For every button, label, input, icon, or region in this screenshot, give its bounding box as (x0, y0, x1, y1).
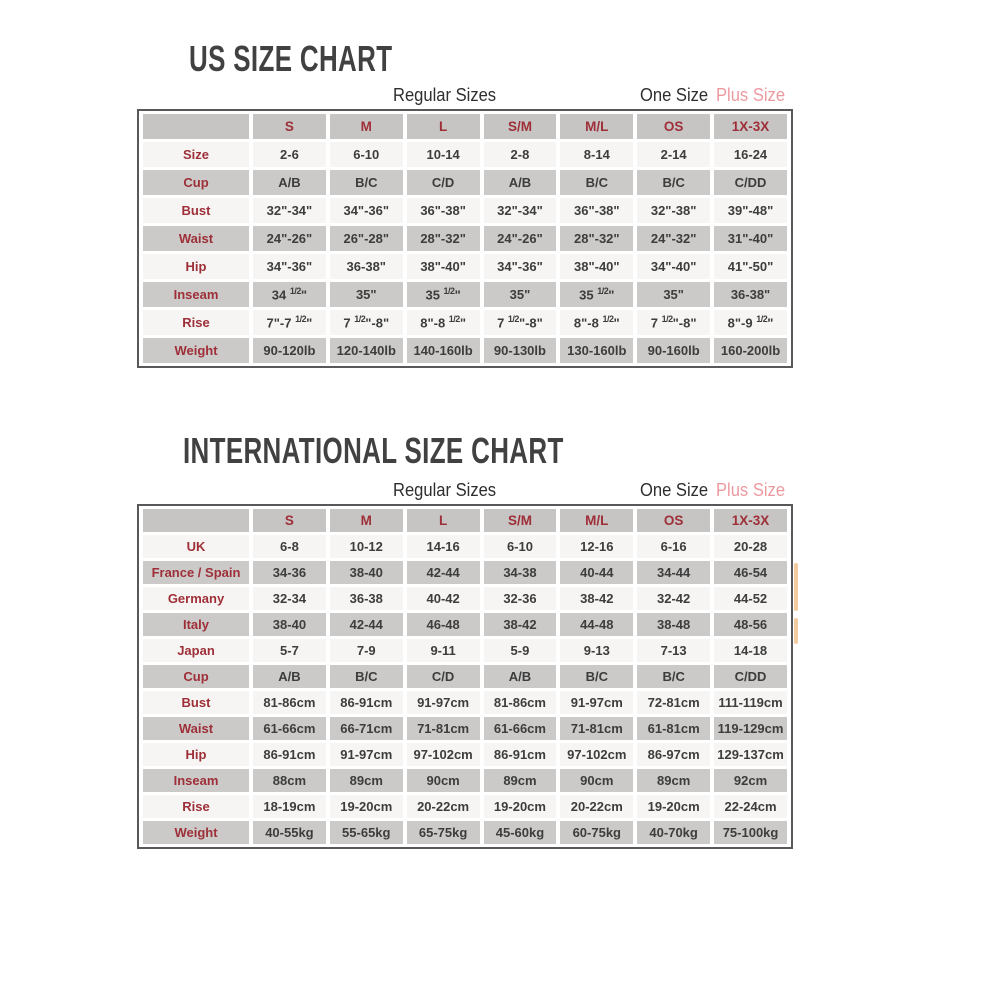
value-cell: 86-91cm (484, 743, 557, 766)
column-header: M/L (560, 114, 633, 139)
value-cell: 7 $^{1/2}$"-8" (330, 310, 403, 335)
value-cell: 90cm (407, 769, 480, 792)
table-row (143, 535, 787, 558)
table-row (143, 821, 787, 844)
value-cell: 35" (484, 282, 557, 307)
value-cell: 22-24cm (714, 795, 787, 818)
table-row (143, 587, 787, 610)
row-label: Germany (143, 587, 249, 610)
value-cell: 42-44 (407, 561, 480, 584)
edge-artifact (794, 618, 798, 644)
value-cell: 9-13 (560, 639, 633, 662)
value-cell: A/B (253, 665, 326, 688)
value-cell: 61-81cm (637, 717, 710, 740)
table-row (143, 254, 787, 279)
value-cell: B/C (330, 170, 403, 195)
value-cell: 90cm (560, 769, 633, 792)
value-cell: 34"-40" (637, 254, 710, 279)
value-cell: 6-10 (330, 142, 403, 167)
table-row (143, 561, 787, 584)
table-row (143, 665, 787, 688)
value-cell: 10-12 (330, 535, 403, 558)
value-cell: 90-130lb (484, 338, 557, 363)
value-cell: C/D (407, 665, 480, 688)
row-label: Weight (143, 821, 249, 844)
value-cell: 71-81cm (560, 717, 633, 740)
value-cell: 20-22cm (560, 795, 633, 818)
value-cell: 48-56 (714, 613, 787, 636)
value-cell: 10-14 (407, 142, 480, 167)
table-row (143, 795, 787, 818)
column-header: M/L (560, 509, 633, 532)
column-header: L (407, 509, 480, 532)
value-cell: 7 $^{1/2}$"-8" (637, 310, 710, 335)
value-cell: 35" (330, 282, 403, 307)
row-label: Inseam (143, 282, 249, 307)
value-cell: 32-42 (637, 587, 710, 610)
value-cell: 160-200lb (714, 338, 787, 363)
value-cell: 92cm (714, 769, 787, 792)
column-header: S (253, 114, 326, 139)
value-cell: 46-54 (714, 561, 787, 584)
value-cell: 5-7 (253, 639, 326, 662)
value-cell: 8-14 (560, 142, 633, 167)
value-cell: 66-71cm (330, 717, 403, 740)
value-cell: 91-97cm (330, 743, 403, 766)
value-cell: 20-28 (714, 535, 787, 558)
row-label: Rise (143, 795, 249, 818)
international-one-size-label: One Size (640, 480, 709, 500)
value-cell: 7"-7 $^{1/2}$" (253, 310, 326, 335)
value-cell: 32"-38" (637, 198, 710, 223)
value-cell: 28"-32" (407, 226, 480, 251)
value-cell: 34-38 (484, 561, 557, 584)
value-cell: 120-140lb (330, 338, 403, 363)
value-cell: B/C (560, 665, 633, 688)
value-cell: 9-11 (407, 639, 480, 662)
value-cell: 7 $^{1/2}$"-8" (484, 310, 557, 335)
value-cell: 7-9 (330, 639, 403, 662)
row-label: Hip (143, 743, 249, 766)
us-size-table-grid (137, 109, 793, 368)
value-cell: 35 $^{1/2}$" (560, 282, 633, 307)
row-label: Italy (143, 613, 249, 636)
row-label: Waist (143, 226, 249, 251)
value-cell: 2-8 (484, 142, 557, 167)
value-cell: 7-13 (637, 639, 710, 662)
value-cell: 81-86cm (484, 691, 557, 714)
row-label: Cup (143, 170, 249, 195)
value-cell: 35 $^{1/2}$" (407, 282, 480, 307)
value-cell: 20-22cm (407, 795, 480, 818)
row-label: UK (143, 535, 249, 558)
corner-cell (143, 509, 249, 532)
table-row (143, 613, 787, 636)
value-cell: 91-97cm (560, 691, 633, 714)
value-cell: 111-119cm (714, 691, 787, 714)
value-cell: 36-38" (714, 282, 787, 307)
row-label: Weight (143, 338, 249, 363)
row-label: Bust (143, 198, 249, 223)
international-regular-sizes-label: Regular Sizes (393, 480, 497, 500)
value-cell: 55-65kg (330, 821, 403, 844)
value-cell: 46-48 (407, 613, 480, 636)
value-cell: 97-102cm (560, 743, 633, 766)
value-cell: 130-160lb (560, 338, 633, 363)
value-cell: 119-129cm (714, 717, 787, 740)
value-cell: 40-55kg (253, 821, 326, 844)
value-cell: C/DD (714, 170, 787, 195)
value-cell: 36-38" (330, 254, 403, 279)
value-cell: 34-44 (637, 561, 710, 584)
value-cell: C/D (407, 170, 480, 195)
column-header: 1X-3X (714, 114, 787, 139)
value-cell: 35" (637, 282, 710, 307)
value-cell: C/DD (714, 665, 787, 688)
value-cell: 97-102cm (407, 743, 480, 766)
value-cell: 89cm (637, 769, 710, 792)
table-row (143, 639, 787, 662)
value-cell: 19-20cm (484, 795, 557, 818)
value-cell: 24"-26" (484, 226, 557, 251)
value-cell: 24"-32" (637, 226, 710, 251)
international-plus-size-label: Plus Size (716, 480, 786, 500)
corner-cell (143, 114, 249, 139)
column-header: S (253, 509, 326, 532)
value-cell: 34"-36" (330, 198, 403, 223)
column-header: M (330, 509, 403, 532)
value-cell: 89cm (330, 769, 403, 792)
value-cell: 32"-34" (253, 198, 326, 223)
value-cell: 12-16 (560, 535, 633, 558)
value-cell: 14-18 (714, 639, 787, 662)
value-cell: 86-91cm (253, 743, 326, 766)
value-cell: 38-42 (560, 587, 633, 610)
value-cell: 89cm (484, 769, 557, 792)
value-cell: 28"-32" (560, 226, 633, 251)
value-cell: 38-42 (484, 613, 557, 636)
value-cell: 42-44 (330, 613, 403, 636)
value-cell: 44-48 (560, 613, 633, 636)
us-group-labels (137, 85, 793, 107)
value-cell: 5-9 (484, 639, 557, 662)
us-regular-sizes-label: Regular Sizes (393, 85, 497, 105)
value-cell: 32-34 (253, 587, 326, 610)
value-cell: 6-8 (253, 535, 326, 558)
value-cell: A/B (484, 170, 557, 195)
value-cell: 38"-40" (407, 254, 480, 279)
value-cell: 2-14 (637, 142, 710, 167)
value-cell: 38-40 (330, 561, 403, 584)
row-label: Size (143, 142, 249, 167)
international-size-table (137, 504, 797, 849)
value-cell: 34"-36" (253, 254, 326, 279)
row-label: Japan (143, 639, 249, 662)
value-cell: 40-70kg (637, 821, 710, 844)
value-cell: 61-66cm (484, 717, 557, 740)
international-group-labels (137, 480, 793, 502)
value-cell: 8"-9 $^{1/2}$" (714, 310, 787, 335)
us-size-table (137, 109, 797, 368)
value-cell: 26"-28" (330, 226, 403, 251)
value-cell: 34 $^{1/2}$" (253, 282, 326, 307)
us-plus-size-label: Plus Size (716, 85, 786, 105)
table-row (143, 310, 787, 335)
column-header: OS (637, 114, 710, 139)
row-label: France / Spain (143, 561, 249, 584)
row-label: Inseam (143, 769, 249, 792)
value-cell: 14-16 (407, 535, 480, 558)
value-cell: 38"-40" (560, 254, 633, 279)
value-cell: 2-6 (253, 142, 326, 167)
edge-artifact (794, 563, 798, 611)
value-cell: B/C (637, 170, 710, 195)
value-cell: 45-60kg (484, 821, 557, 844)
us-one-size-label: One Size (640, 85, 709, 105)
value-cell: 18-19cm (253, 795, 326, 818)
table-row (143, 691, 787, 714)
value-cell: 39"-48" (714, 198, 787, 223)
table-row (143, 769, 787, 792)
value-cell: 32"-34" (484, 198, 557, 223)
value-cell: 61-66cm (253, 717, 326, 740)
value-cell: 34"-36" (484, 254, 557, 279)
value-cell: 40-44 (560, 561, 633, 584)
value-cell: 90-120lb (253, 338, 326, 363)
value-cell: 32-36 (484, 587, 557, 610)
value-cell: B/C (637, 665, 710, 688)
column-header: 1X-3X (714, 509, 787, 532)
row-label: Waist (143, 717, 249, 740)
value-cell: 140-160lb (407, 338, 480, 363)
value-cell: 60-75kg (560, 821, 633, 844)
value-cell: 88cm (253, 769, 326, 792)
table-row (143, 170, 787, 195)
value-cell: 38-48 (637, 613, 710, 636)
table-row (143, 743, 787, 766)
value-cell: 36"-38" (560, 198, 633, 223)
table-row (143, 717, 787, 740)
value-cell: 81-86cm (253, 691, 326, 714)
value-cell: 19-20cm (637, 795, 710, 818)
value-cell: A/B (253, 170, 326, 195)
column-header: L (407, 114, 480, 139)
value-cell: 6-10 (484, 535, 557, 558)
value-cell: 36-38 (330, 587, 403, 610)
value-cell: 129-137cm (714, 743, 787, 766)
row-label: Rise (143, 310, 249, 335)
value-cell: 91-97cm (407, 691, 480, 714)
value-cell: 72-81cm (637, 691, 710, 714)
value-cell: 40-42 (407, 587, 480, 610)
table-row (143, 282, 787, 307)
value-cell: 31"-40" (714, 226, 787, 251)
table-row (143, 198, 787, 223)
table-row (143, 338, 787, 363)
column-header: OS (637, 509, 710, 532)
value-cell: 24"-26" (253, 226, 326, 251)
value-cell: 71-81cm (407, 717, 480, 740)
value-cell: 8"-8 $^{1/2}$" (560, 310, 633, 335)
value-cell: 90-160lb (637, 338, 710, 363)
international-size-table-grid (137, 504, 793, 849)
value-cell: 36"-38" (407, 198, 480, 223)
row-label: Hip (143, 254, 249, 279)
value-cell: 8"-8 $^{1/2}$" (407, 310, 480, 335)
value-cell: 41"-50" (714, 254, 787, 279)
value-cell: B/C (330, 665, 403, 688)
value-cell: 6-16 (637, 535, 710, 558)
column-header: S/M (484, 114, 557, 139)
table-row (143, 142, 787, 167)
value-cell: 34-36 (253, 561, 326, 584)
value-cell: 75-100kg (714, 821, 787, 844)
value-cell: 19-20cm (330, 795, 403, 818)
row-label: Bust (143, 691, 249, 714)
column-header: S/M (484, 509, 557, 532)
column-header: M (330, 114, 403, 139)
value-cell: 65-75kg (407, 821, 480, 844)
value-cell: A/B (484, 665, 557, 688)
value-cell: B/C (560, 170, 633, 195)
value-cell: 16-24 (714, 142, 787, 167)
value-cell: 86-97cm (637, 743, 710, 766)
us-chart-title: US SIZE CHART (189, 38, 393, 79)
table-row (143, 226, 787, 251)
row-label: Cup (143, 665, 249, 688)
value-cell: 86-91cm (330, 691, 403, 714)
value-cell: 38-40 (253, 613, 326, 636)
value-cell: 44-52 (714, 587, 787, 610)
international-chart-title: INTERNATIONAL SIZE CHART (183, 430, 564, 471)
